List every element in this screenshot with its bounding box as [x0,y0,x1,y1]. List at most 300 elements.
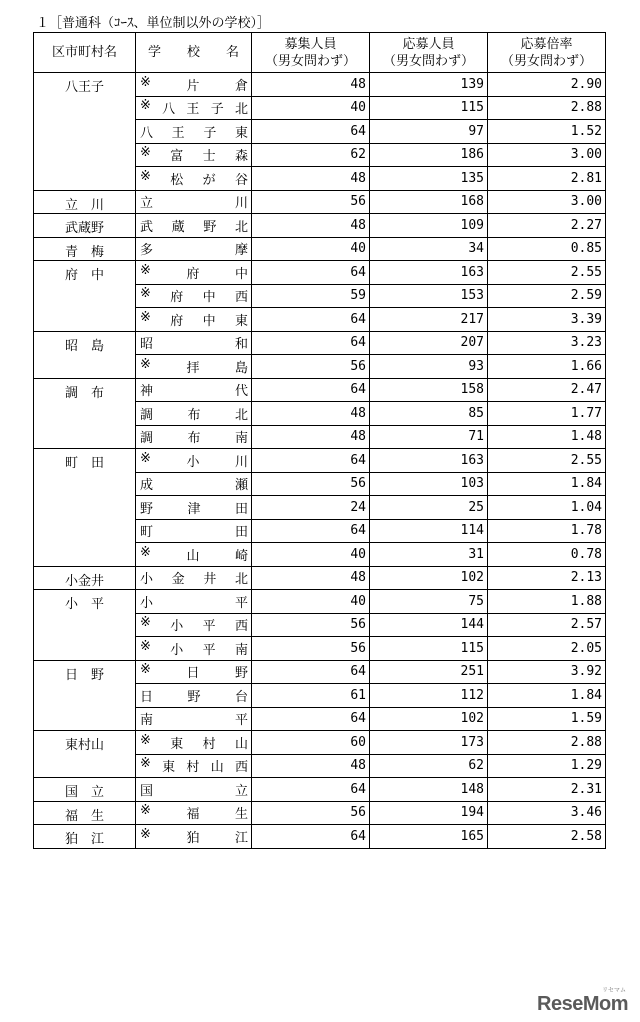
district-cell: 武蔵野 [34,214,136,238]
school-name [140,662,248,681]
district-cell: 小金井 [34,566,136,590]
school-name-char: 東 [234,125,248,141]
quota-cell: 62 [252,143,370,167]
school-name-cell [136,378,252,402]
applicants-cell: 102 [370,566,488,590]
ratio-cell: 0.78 [488,543,606,567]
school-name-char: 国 [140,783,154,799]
school-name-char: が [202,172,216,188]
school-name-char: 小 [140,595,154,611]
district-cell: 立 川 [34,190,136,214]
school-name-char: 小 [170,642,184,658]
school-name-char: ※ [140,98,151,114]
school-name-char: 日 [140,689,154,705]
ratio-cell: 2.55 [488,261,606,285]
school-name-char: 調 [140,431,154,447]
school-name-char: 子 [210,102,224,118]
header-quota [252,33,370,73]
applicants-cell: 217 [370,308,488,332]
district-cell: 町 田 [34,449,136,567]
quota-cell: 48 [252,167,370,191]
school-name-char: 八 [140,125,154,141]
school-name [140,122,248,141]
table-row [34,660,606,684]
school-name-char: 南 [234,431,248,447]
school-name-cell [136,825,252,849]
school-name [140,427,248,446]
applicants-cell: 62 [370,754,488,778]
applicants-cell: 75 [370,590,488,614]
school-name [140,216,248,235]
school-name [140,827,248,846]
logo-text: ReseMom [537,993,628,1015]
applicants-cell: 103 [370,472,488,496]
ratio-cell: 1.88 [488,590,606,614]
district-cell: 調 布 [34,378,136,449]
school-name-cell [136,402,252,426]
applicants-cell: 194 [370,801,488,825]
school-name-char: 西 [234,760,248,776]
ratio-cell: 1.59 [488,707,606,731]
school-name-char: 立 [140,196,154,212]
school-name [140,380,248,399]
ratio-cell: 2.13 [488,566,606,590]
school-name-char: ※ [140,732,151,748]
applicants-cell: 115 [370,637,488,661]
table-row [34,73,606,97]
ratio-cell: 2.88 [488,96,606,120]
school-name-cell [136,801,252,825]
quota-cell: 64 [252,778,370,802]
quota-cell: 56 [252,355,370,379]
quota-cell: 56 [252,472,370,496]
applicants-cell: 186 [370,143,488,167]
district-cell: 昭 島 [34,331,136,378]
applicants-cell: 251 [370,660,488,684]
school-name [140,169,248,188]
ratio-cell: 2.55 [488,449,606,473]
quota-cell: 24 [252,496,370,520]
applicants-cell: 31 [370,543,488,567]
ratio-cell: 1.66 [488,355,606,379]
school-name-char: ※ [140,168,151,184]
quota-cell: 61 [252,684,370,708]
quota-cell: 56 [252,637,370,661]
district-cell: 府 中 [34,261,136,332]
school-name [140,592,248,611]
school-name-cell [136,778,252,802]
applicants-cell: 158 [370,378,488,402]
school-name [140,733,248,752]
school-name-cell [136,96,252,120]
school-name [140,145,248,164]
school-name-char: 平 [202,642,216,658]
school-name-char: ※ [140,756,151,772]
school-name-char: 神 [140,384,154,400]
school-name-char: 府 [186,266,200,282]
school-name [140,756,248,775]
table-row [34,801,606,825]
ratio-cell: 0.85 [488,237,606,261]
ratio-cell: 1.78 [488,519,606,543]
school-name [140,474,248,493]
school-name-char: 村 [202,736,216,752]
district-cell: 福 生 [34,801,136,825]
quota-cell: 64 [252,308,370,332]
school-name-char: 福 [186,807,200,823]
school-name [140,357,248,376]
school-name-char: 多 [140,243,154,259]
ratio-cell: 2.31 [488,778,606,802]
applicants-cell: 163 [370,449,488,473]
table-title: １［普通科（ｺｰｽ、単位制以外の学校）］ [36,16,271,31]
table-row [34,778,606,802]
school-name-char: 南 [140,713,154,729]
quota-cell: 64 [252,331,370,355]
ratio-cell: 3.39 [488,308,606,332]
header-applicants-line1: 応募人員 [402,36,455,52]
header-ratio [488,33,606,73]
school-name [140,780,248,799]
school-name-char: 片 [186,78,200,94]
school-name-char: ※ [140,309,151,325]
school-name-char: 東 [170,736,184,752]
school-name-char: 谷 [234,172,248,188]
school-name-cell [136,143,252,167]
school-name-char: 村 [186,760,200,776]
applicants-cell: 163 [370,261,488,285]
table-row [34,331,606,355]
school-name [140,568,248,587]
header-quota-line1: 募集人員 [284,36,337,52]
district-cell: 日 野 [34,660,136,731]
school-name [140,803,248,822]
school-name-cell [136,355,252,379]
header-district: 区市町村名 [34,33,136,73]
quota-cell: 59 [252,284,370,308]
school-name-cell [136,120,252,144]
school-name [140,75,248,94]
school-name-cell [136,284,252,308]
school-name [140,545,248,564]
applicants-cell: 34 [370,237,488,261]
school-name-char: 富 [170,149,184,165]
school-name [140,709,248,728]
school-name-cell [136,731,252,755]
applicants-cell: 97 [370,120,488,144]
school-name [140,686,248,705]
district-cell: 東村山 [34,731,136,778]
school-name-char: 北 [234,102,248,118]
quota-cell: 56 [252,613,370,637]
quota-cell: 64 [252,660,370,684]
school-name-char: 布 [187,431,201,447]
school-name-char: 平 [234,713,248,729]
school-name-char: ※ [140,662,151,678]
ratio-cell: 1.84 [488,684,606,708]
school-name-char: 調 [140,407,154,423]
header-ratio-line1: 応募倍率 [520,36,573,52]
school-name-char: 南 [234,642,248,658]
school-name-char: 中 [202,313,216,329]
ratio-cell: 2.59 [488,284,606,308]
quota-cell: 64 [252,449,370,473]
school-name-char: 野 [234,666,248,682]
school-name-char: 小 [140,572,154,588]
school-name-char: 王 [186,102,200,118]
applicants-cell: 85 [370,402,488,426]
school-name-cell [136,637,252,661]
school-name [140,498,248,517]
quota-cell: 40 [252,96,370,120]
school-name [140,263,248,282]
table-row [34,590,606,614]
school-name-char: 和 [234,337,248,353]
quota-cell: 56 [252,801,370,825]
applicants-cell: 109 [370,214,488,238]
district-cell: 小 平 [34,590,136,661]
school-name-char: 倉 [234,78,248,94]
district-cell: 八王子 [34,73,136,191]
ratio-cell: 1.04 [488,496,606,520]
school-name-char: ※ [140,638,151,654]
school-name-char: 山 [186,548,200,564]
school-name-char: ※ [140,544,151,560]
ratio-cell: 2.27 [488,214,606,238]
school-name [140,310,248,329]
ratio-cell: 3.00 [488,190,606,214]
school-name-cell [136,73,252,97]
table-row [34,731,606,755]
quota-cell: 40 [252,237,370,261]
school-name-char: 川 [234,196,248,212]
applicants-cell: 102 [370,707,488,731]
school-name-cell [136,472,252,496]
table-row [34,190,606,214]
table-body [34,73,606,849]
ratio-cell: 2.88 [488,731,606,755]
school-name-char: ※ [140,74,151,90]
school-name-char: 金 [171,572,185,588]
school-name-cell [136,261,252,285]
applicants-cell: 115 [370,96,488,120]
school-name-char: 布 [187,407,201,423]
school-name-char: ※ [140,803,151,819]
application-ratio-table [33,32,606,849]
school-name-char: 成 [140,478,154,494]
school-name-cell [136,308,252,332]
school-name-char: 八 [162,102,176,118]
school-name-char: 島 [234,360,248,376]
school-name-cell [136,707,252,731]
school-name-char: 西 [234,290,248,306]
ratio-cell: 2.81 [488,167,606,191]
ratio-cell: 2.58 [488,825,606,849]
school-name [140,286,248,305]
school-name-char: ※ [140,356,151,372]
school-name-char: ※ [140,262,151,278]
school-name [140,639,248,658]
school-name-char: 蔵 [171,219,185,235]
school-name-char: 武 [140,219,154,235]
applicants-cell: 112 [370,684,488,708]
ratio-cell: 2.57 [488,613,606,637]
table-row [34,566,606,590]
logo-sub-text: リセマム [602,988,626,994]
school-name-char: 狛 [186,830,200,846]
header-school: 学 校 名 [136,33,252,73]
school-name-char: 昭 [140,337,154,353]
header-row [34,33,606,73]
applicants-cell: 25 [370,496,488,520]
quota-cell: 48 [252,73,370,97]
table-row [34,214,606,238]
school-name-char: ※ [140,286,151,302]
quota-cell: 64 [252,519,370,543]
school-name-cell [136,496,252,520]
applicants-cell: 165 [370,825,488,849]
school-name-char: 府 [170,313,184,329]
school-name-char: 江 [234,830,248,846]
school-name-char: 町 [140,525,154,541]
school-name-cell [136,590,252,614]
school-name-char: 生 [234,807,248,823]
applicants-cell: 207 [370,331,488,355]
quota-cell: 48 [252,754,370,778]
school-name-char: 子 [203,125,217,141]
school-name-char: 拝 [186,360,200,376]
school-name [140,521,248,540]
resemom-logo [537,988,628,1016]
school-name-char: 野 [203,219,217,235]
school-name-char: 川 [234,454,248,470]
applicants-cell: 148 [370,778,488,802]
school-name-char: 北 [234,219,248,235]
header-quota-line2: （男女問わず） [264,53,356,69]
school-name-char: 山 [234,736,248,752]
ratio-cell: 3.23 [488,331,606,355]
school-name-cell [136,519,252,543]
applicants-cell: 173 [370,731,488,755]
table-row [34,378,606,402]
school-name-char: 王 [171,125,185,141]
ratio-cell: 1.48 [488,425,606,449]
table-row [34,261,606,285]
school-name-cell [136,543,252,567]
school-name-char: ※ [140,450,151,466]
ratio-cell: 1.29 [488,754,606,778]
school-name [140,615,248,634]
school-name [140,98,248,117]
applicants-cell: 114 [370,519,488,543]
header-applicants-line2: （男女問わず） [382,53,474,69]
school-name [140,333,248,352]
quota-cell: 56 [252,190,370,214]
school-name-char: ※ [140,826,151,842]
school-name-char: 中 [234,266,248,282]
quota-cell: 48 [252,425,370,449]
school-name-cell [136,754,252,778]
school-name-cell [136,684,252,708]
school-name-char: 北 [234,407,248,423]
header-ratio-line2: （男女問わず） [500,53,592,69]
school-name-char: 田 [234,525,248,541]
quota-cell: 40 [252,543,370,567]
school-name-char: 小 [186,454,200,470]
school-name-char: 摩 [234,243,248,259]
school-name-char: 東 [162,760,176,776]
school-name-char: 台 [234,689,248,705]
school-name-char: 日 [186,666,200,682]
quota-cell: 40 [252,590,370,614]
school-name-char: 立 [234,783,248,799]
school-name-char: 瀬 [234,478,248,494]
school-name-char: 東 [234,313,248,329]
school-name-char: 井 [203,572,217,588]
school-name-char: 平 [234,595,248,611]
applicants-cell: 93 [370,355,488,379]
quota-cell: 60 [252,731,370,755]
applicants-cell: 144 [370,613,488,637]
school-name [140,451,248,470]
ratio-cell: 2.47 [488,378,606,402]
applicants-cell: 153 [370,284,488,308]
school-name-char: 平 [202,619,216,635]
applicants-cell: 168 [370,190,488,214]
school-name-char: 田 [234,501,248,517]
school-name-cell [136,190,252,214]
quota-cell: 64 [252,707,370,731]
school-name-char: 野 [140,501,154,517]
school-name-cell [136,566,252,590]
school-name-cell [136,425,252,449]
school-name-char: 小 [170,619,184,635]
school-name-char: 中 [202,290,216,306]
quota-cell: 64 [252,261,370,285]
ratio-cell: 2.05 [488,637,606,661]
school-name-char: 北 [234,572,248,588]
ratio-cell: 1.52 [488,120,606,144]
district-cell: 青 梅 [34,237,136,261]
quota-cell: 64 [252,120,370,144]
school-name-cell [136,613,252,637]
applicants-cell: 135 [370,167,488,191]
ratio-cell: 3.00 [488,143,606,167]
district-cell: 国 立 [34,778,136,802]
quota-cell: 48 [252,402,370,426]
ratio-cell: 3.92 [488,660,606,684]
school-name-char: 府 [170,290,184,306]
school-name-cell [136,214,252,238]
school-name-char: ※ [140,615,151,631]
school-name-char: 山 [210,760,224,776]
school-name-char: 森 [234,149,248,165]
quota-cell: 64 [252,378,370,402]
school-name-cell [136,449,252,473]
school-name-char: 士 [202,149,216,165]
school-name-cell [136,167,252,191]
quota-cell: 48 [252,214,370,238]
school-name-cell [136,660,252,684]
school-name [140,404,248,423]
school-name-char: 代 [234,384,248,400]
header-applicants [370,33,488,73]
school-name-char: 西 [234,619,248,635]
ratio-cell: 2.90 [488,73,606,97]
ratio-cell: 3.46 [488,801,606,825]
school-name [140,192,248,211]
table-row [34,237,606,261]
